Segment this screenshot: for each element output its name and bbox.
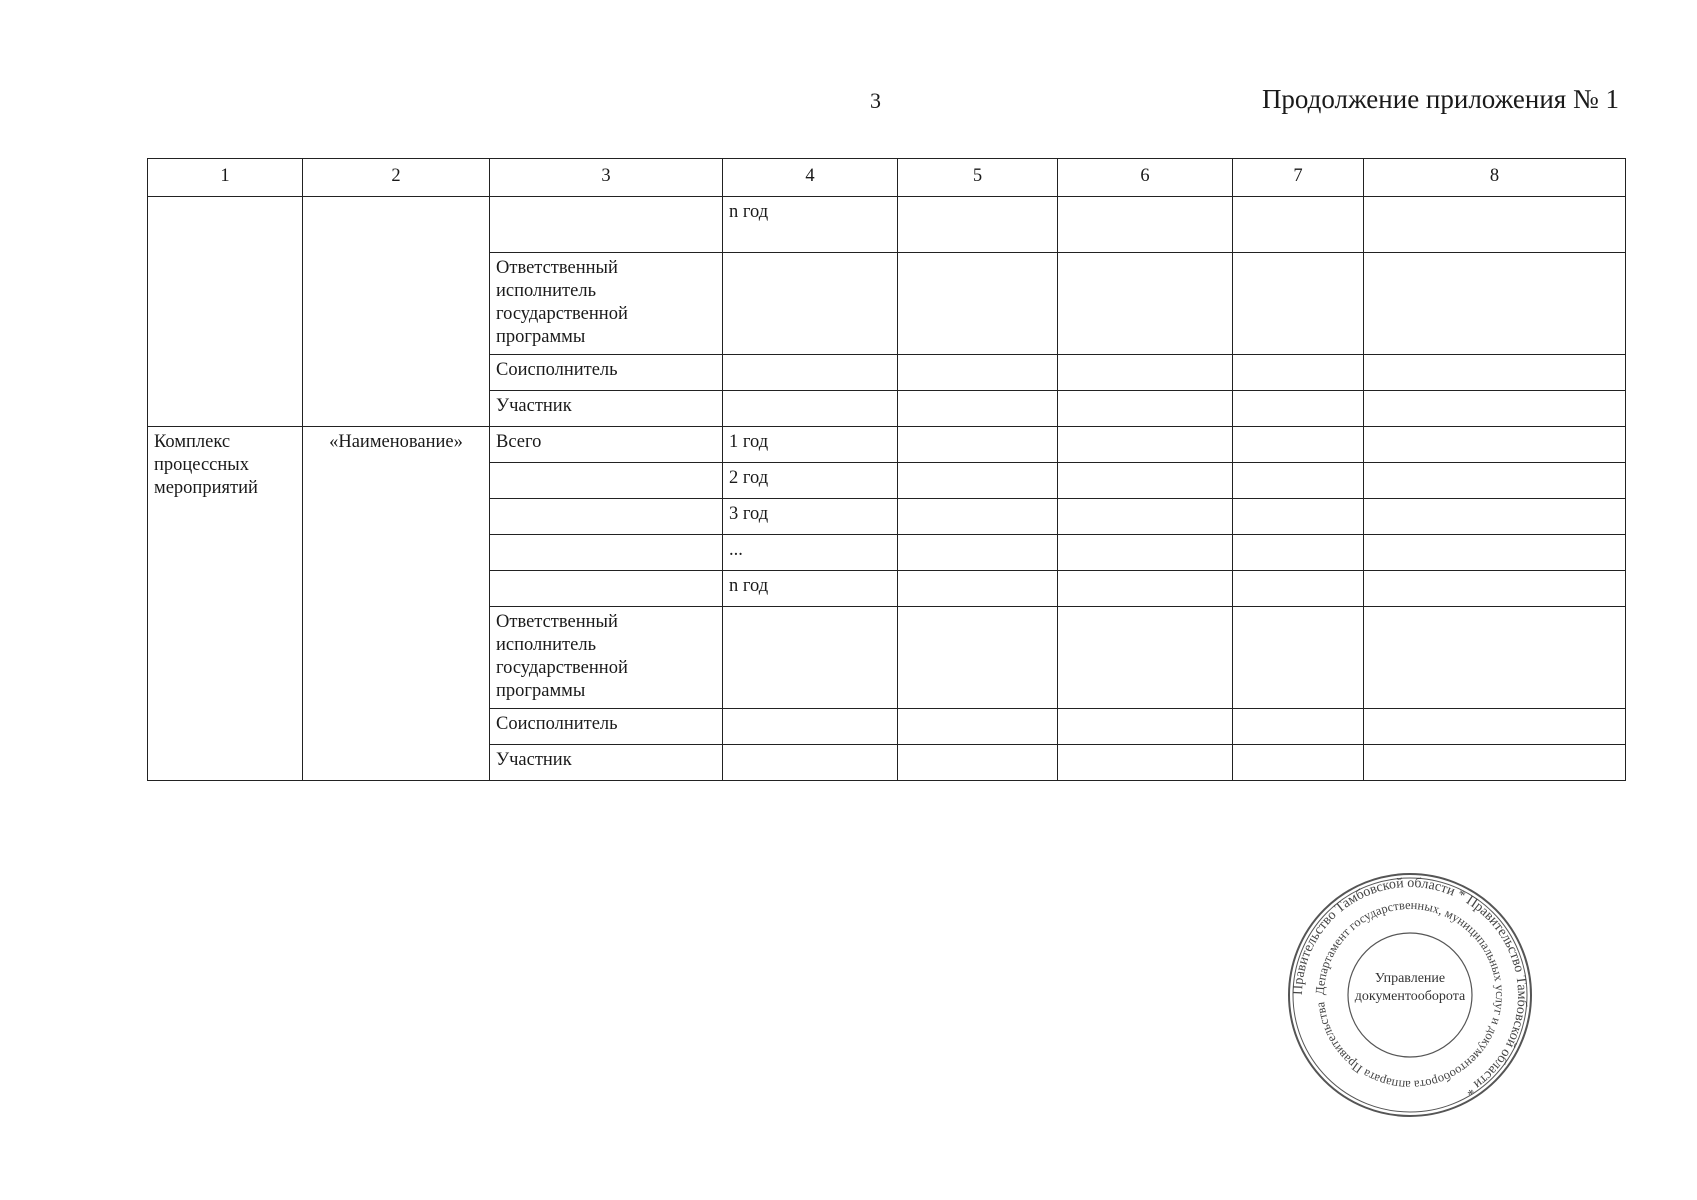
table-cell [898,571,1058,607]
total-cell: Всего [490,427,723,463]
table-cell [1233,253,1364,355]
table-cell [898,499,1058,535]
table-cell [723,253,898,355]
year-cell: n год [723,197,898,253]
table-cell [898,607,1058,709]
table-cell [1058,709,1233,745]
table-cell [1233,745,1364,781]
table-cell [1364,535,1626,571]
table-cell [1058,427,1233,463]
official-stamp [1285,870,1535,1120]
column-number: 4 [723,159,898,197]
table-cell [723,391,898,427]
table-cell [898,391,1058,427]
table-cell [1364,709,1626,745]
column-number: 8 [1364,159,1626,197]
table-cell [1058,197,1233,253]
table-cell [490,571,723,607]
table-cell [1364,355,1626,391]
table-cell [1364,463,1626,499]
table-cell [723,607,898,709]
stamp-center-line: Управление [1374,971,1446,986]
stamp-outer-text: Правительство Тамбовской области * Правительство Тамбовской области * [1290,875,1530,1098]
table-cell [898,745,1058,781]
table-cell [898,253,1058,355]
coexecutor-cell: Соисполнитель [490,355,723,391]
table-cell [1058,391,1233,427]
table-cell [1233,571,1364,607]
group1-col1-cell [148,197,303,427]
stamp-center-line: документооборота [1354,989,1466,1004]
column-number: 7 [1233,159,1364,197]
responsible-cell: Ответственный исполнитель государственной программы [490,253,723,355]
year-cell: 3 год [723,499,898,535]
responsible-cell: Ответственный исполнитель государственной программы [490,607,723,709]
table-cell [723,355,898,391]
table-cell [1233,427,1364,463]
table-cell [490,535,723,571]
table-cell [1058,745,1233,781]
year-cell: n год [723,571,898,607]
table-cell [1058,499,1233,535]
table-cell [898,355,1058,391]
coexecutor-cell: Соисполнитель [490,709,723,745]
column-number: 3 [490,159,723,197]
page-number: 3 [870,88,881,113]
table-cell [1233,499,1364,535]
table-cell [1233,463,1364,499]
table-cell [898,709,1058,745]
table-cell [1364,607,1626,709]
column-number: 5 [898,159,1058,197]
table-cell [1058,607,1233,709]
table-cell [1058,253,1233,355]
table-cell [490,197,723,253]
participant-cell: Участник [490,391,723,427]
column-number-row [148,159,1626,197]
table-cell [898,535,1058,571]
programme-table [147,158,1626,781]
table-cell [1233,197,1364,253]
table-cell [1233,535,1364,571]
table-row [148,427,1626,463]
table-cell [1058,463,1233,499]
complex-measures-cell: Комплекс процессных мероприятий [148,427,303,781]
year-cell: 1 год [723,427,898,463]
table-cell [1364,391,1626,427]
table-cell [723,745,898,781]
table-cell [1233,391,1364,427]
year-cell: 2 год [723,463,898,499]
table-cell [898,463,1058,499]
table-cell [1364,571,1626,607]
table-cell [1058,535,1233,571]
table-row [148,197,1626,253]
table-cell [898,197,1058,253]
table-cell [1364,499,1626,535]
column-number: 2 [303,159,490,197]
table-cell [898,427,1058,463]
appendix-label: Продолжение приложения № 1 [1261,84,1619,114]
table-cell [1233,607,1364,709]
table-cell [490,463,723,499]
year-cell: ... [723,535,898,571]
column-number: 6 [1058,159,1233,197]
table-cell [1233,355,1364,391]
column-number: 1 [148,159,303,197]
table-cell [490,499,723,535]
participant-cell: Участник [490,745,723,781]
table-cell [1364,253,1626,355]
table-cell [723,709,898,745]
table-cell [1364,197,1626,253]
table-cell [1233,709,1364,745]
table-cell [1058,355,1233,391]
table-cell [1058,571,1233,607]
stamp-center-text [1285,970,1535,1006]
name-cell: «Наименование» [303,427,490,781]
stamp-inner-text: Департамент государственных, муниципальных услуг и документооборота аппарата Правительства [1312,897,1508,1093]
group1-col2-cell [303,197,490,427]
table-cell [1364,745,1626,781]
table-cell [1364,427,1626,463]
